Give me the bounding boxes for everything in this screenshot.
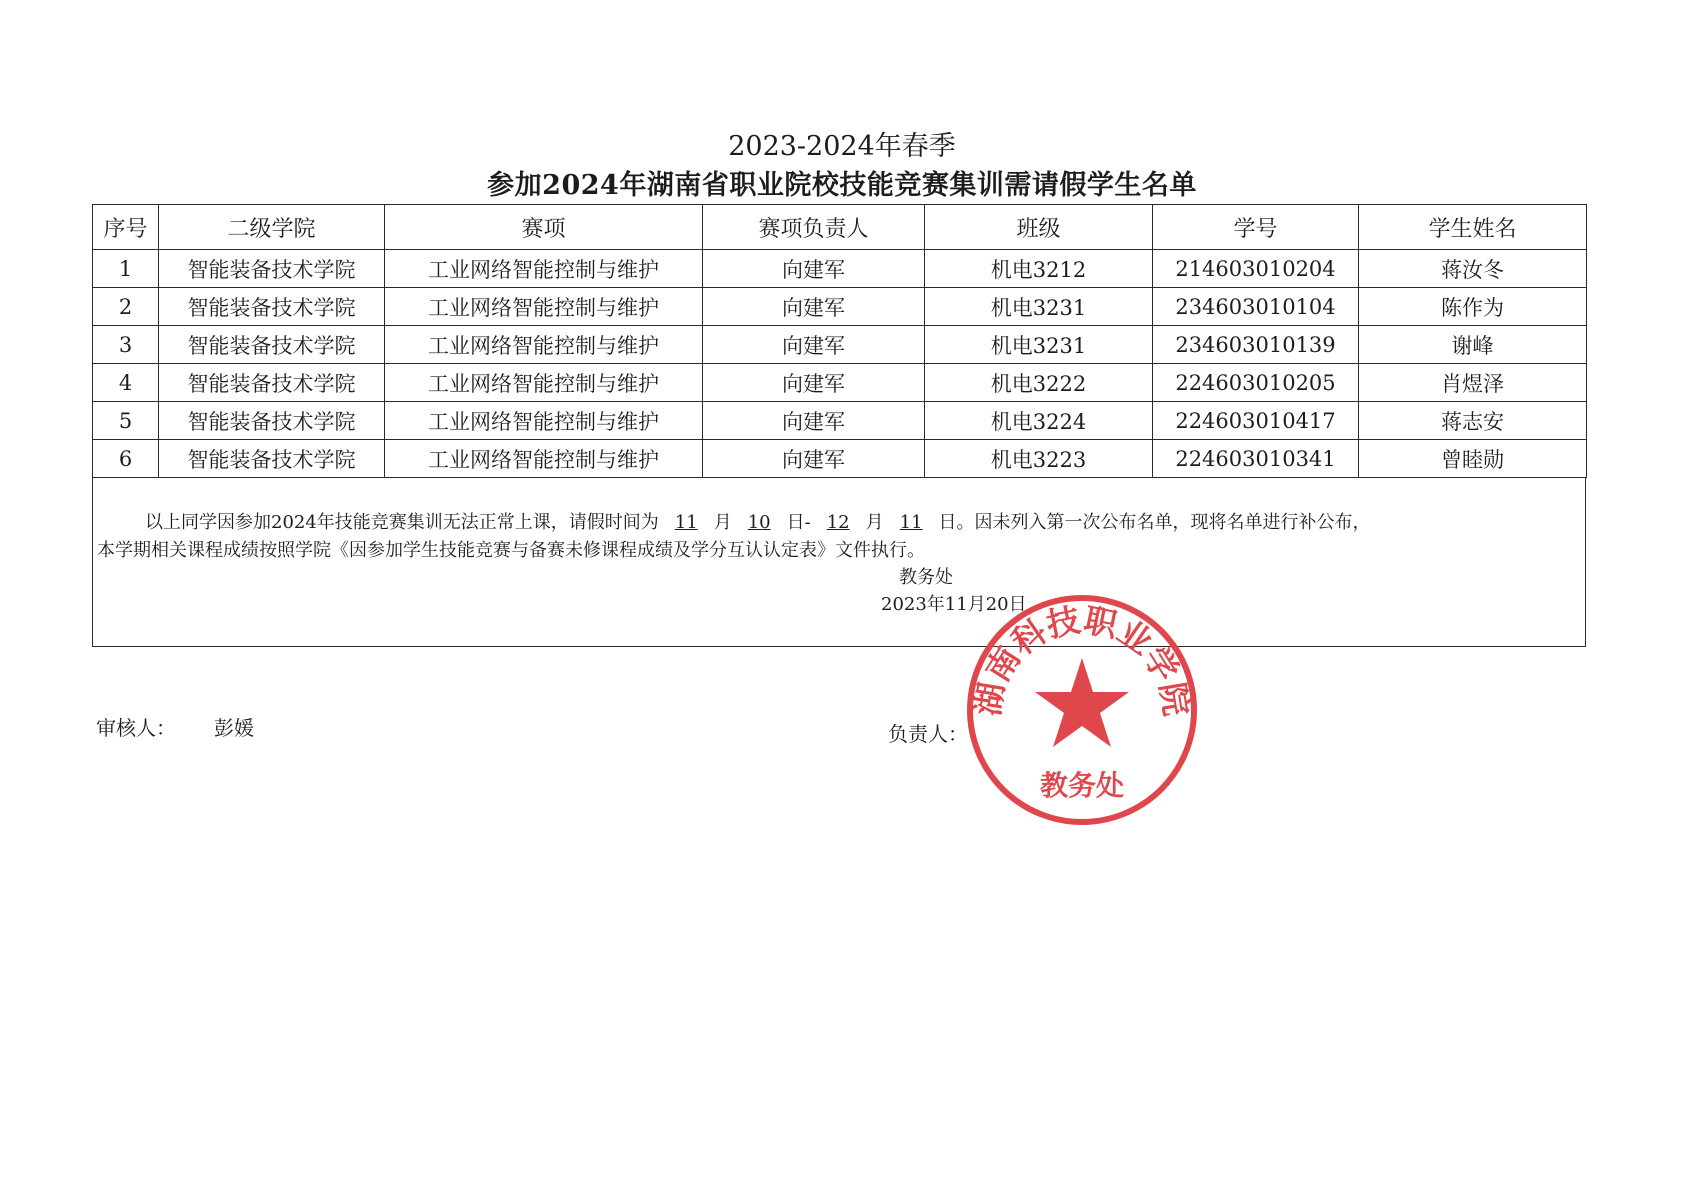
student-roster-table [92,204,1587,478]
table-cell: 工业网络智能控制与维护 [385,440,703,478]
table-cell: 224603010417 [1153,402,1359,440]
table-cell: 曾睦勋 [1359,440,1587,478]
table-cell: 机电3231 [925,326,1153,364]
table-row [93,402,1587,440]
table-cell: 智能装备技术学院 [159,402,385,440]
table-row [93,288,1587,326]
table-cell: 蒋志安 [1359,402,1587,440]
table-cell: 工业网络智能控制与维护 [385,402,703,440]
header-cell: 序号 [93,205,159,250]
official-seal [962,590,1202,830]
header-cell: 赛项负责人 [703,205,925,250]
table-row [93,326,1587,364]
header-cell: 学生姓名 [1359,205,1587,250]
table-cell: 2 [93,288,159,326]
leave-start-month: 11 [674,512,698,533]
header-cell: 班级 [925,205,1153,250]
reviewer-signature [96,712,254,741]
table-cell: 1 [93,250,159,288]
table-cell: 向建军 [703,440,925,478]
header-cell: 二级学院 [159,205,385,250]
table-cell: 工业网络智能控制与维护 [385,326,703,364]
notice-text: 以上同学因参加2024年技能竞赛集训无法正常上课，请假时间为 [145,512,659,533]
page-title-line-1: 2023-2024年春季 [728,131,956,162]
table-cell: 机电3212 [925,250,1153,288]
month-char: 月 [865,512,884,533]
seal-star-icon [1035,658,1129,747]
table-cell: 谢峰 [1359,326,1587,364]
month-char: 月 [713,512,732,533]
issue-date: 2023年11月20日 [881,594,1027,615]
table-cell: 工业网络智能控制与维护 [385,288,703,326]
table-cell: 3 [93,326,159,364]
table-cell: 机电3231 [925,288,1153,326]
notice-box [92,478,1586,647]
table-cell: 6 [93,440,159,478]
table-cell: 机电3223 [925,440,1153,478]
table-cell: 工业网络智能控制与维护 [385,250,703,288]
table-cell: 工业网络智能控制与维护 [385,364,703,402]
responsible-label: 负责人： [888,722,968,746]
header-cell: 赛项 [385,205,703,250]
table-cell: 224603010341 [1153,440,1359,478]
table-row [93,364,1587,402]
leave-start-day: 10 [747,512,771,533]
leave-end-day: 11 [899,512,923,533]
table-cell: 智能装备技术学院 [159,250,385,288]
table-cell: 向建军 [703,250,925,288]
table-cell: 向建军 [703,402,925,440]
seal-bottom-text: 教务处 [1039,769,1125,802]
roster-sheet [92,204,1586,647]
table-cell: 234603010104 [1153,288,1359,326]
day-dash: 日- [786,512,811,533]
table-cell: 224603010205 [1153,364,1359,402]
table-cell: 4 [93,364,159,402]
table-cell: 陈作为 [1359,288,1587,326]
notice-line-1 [145,508,1371,534]
table-cell: 机电3222 [925,364,1153,402]
table-cell: 向建军 [703,288,925,326]
table-cell: 智能装备技术学院 [159,364,385,402]
table-cell: 234603010139 [1153,326,1359,364]
reviewer-label: 审核人： [96,716,176,740]
table-cell: 智能装备技术学院 [159,288,385,326]
page-title-line-2: 参加2024年湖南省职业院校技能竞赛集训需请假学生名单 [487,170,1197,201]
leave-end-month: 12 [826,512,850,533]
table-cell: 肖煜泽 [1359,364,1587,402]
table-cell: 蒋汝冬 [1359,250,1587,288]
table-header-row [93,205,1587,250]
reviewer-name: 彭媛 [214,716,254,740]
table-cell: 向建军 [703,364,925,402]
table-cell: 向建军 [703,326,925,364]
table-cell: 机电3224 [925,402,1153,440]
table-cell: 5 [93,402,159,440]
notice-line-2: 本学期相关课程成绩按照学院《因参加学生技能竞赛与备赛未修课程成绩及学分互认认定表》文件执行。 [97,540,925,561]
table-row [93,250,1587,288]
seal-arc-textpath: 湖南科技职业学院 [967,599,1197,719]
table-row [93,440,1587,478]
notice-text: 日。因未列入第一次公布名单，现将名单进行补公布， [938,512,1371,533]
header-cell: 学号 [1153,205,1359,250]
responsible-signature [888,718,968,747]
issuing-office: 教务处 [899,567,953,588]
table-cell: 214603010204 [1153,250,1359,288]
table-cell: 智能装备技术学院 [159,326,385,364]
table-cell: 智能装备技术学院 [159,440,385,478]
